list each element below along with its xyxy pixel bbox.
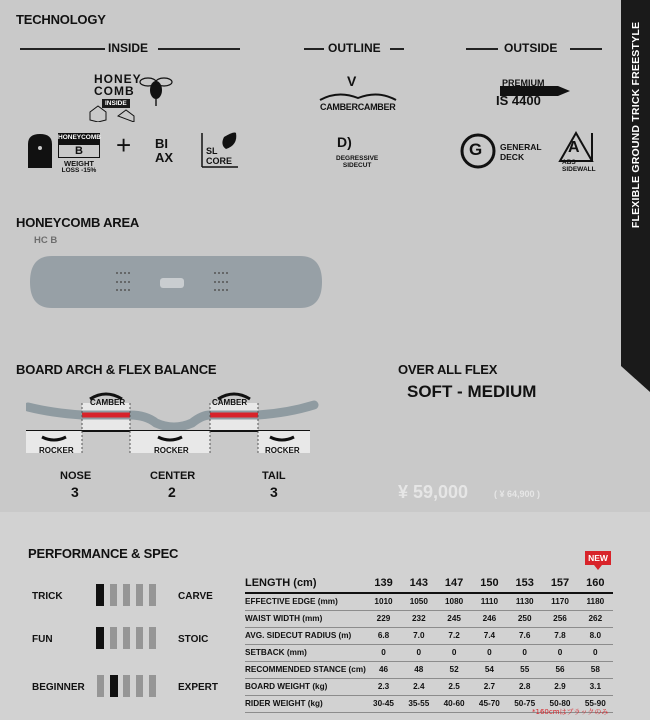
spec-cell: 246 xyxy=(472,610,507,627)
perf-right-carve: CARVE xyxy=(178,591,213,602)
spec-cell: 256 xyxy=(542,610,577,627)
biax-line2: AX xyxy=(155,150,174,165)
spec-row-label: RECOMMENDED STANCE (cm) xyxy=(245,661,366,678)
flex-title: OVER ALL FLEX xyxy=(398,362,498,377)
outline-rule-left xyxy=(304,48,324,50)
spec-length: 160 xyxy=(578,574,613,593)
perf-bar xyxy=(110,627,117,649)
honeycomb-logo-line3: INSIDE xyxy=(102,99,130,108)
biax-logo xyxy=(155,137,173,165)
spec-cell: 245 xyxy=(436,610,471,627)
honeycomb-badge-grade: B xyxy=(58,144,100,158)
spec-cell: 48 xyxy=(401,661,436,678)
spec-cell: 40-60 xyxy=(436,695,471,712)
deck-letter: G xyxy=(469,140,483,159)
outside-label: OUTSIDE xyxy=(504,41,558,55)
new-badge: NEW xyxy=(585,551,611,565)
spec-cell: 7.0 xyxy=(401,627,436,644)
spec-cell: 7.8 xyxy=(542,627,577,644)
spec-cell: 8.0 xyxy=(578,627,613,644)
spec-footnote: *160cmはブラックのみ xyxy=(532,708,609,716)
nose-value: 3 xyxy=(71,484,79,500)
board-shape-icon xyxy=(26,132,54,168)
spec-cell: 58 xyxy=(578,661,613,678)
bee-icon xyxy=(88,70,180,122)
perf-bar xyxy=(136,584,143,606)
spec-cell: 7.2 xyxy=(436,627,471,644)
plus-icon: + xyxy=(116,130,132,160)
spec-row-label: EFFECTIVE EDGE (mm) xyxy=(245,593,366,610)
perf-bar xyxy=(110,584,117,606)
spec-table xyxy=(245,574,613,713)
spec-cell: 0 xyxy=(542,644,577,661)
sidewall-line2: SIDEWALL xyxy=(562,165,596,173)
deck-line2: DECK xyxy=(500,152,525,162)
perf-bar xyxy=(96,584,104,606)
honeycomb-logo-line1: HONEY xyxy=(94,72,142,86)
v-camber-letter: V xyxy=(347,73,357,89)
board-arch-diagram xyxy=(26,385,326,455)
honeycomb-badge xyxy=(58,133,100,174)
spec-row xyxy=(245,593,613,610)
spec-cell: 50-75 xyxy=(507,695,542,712)
perf-bar xyxy=(136,675,143,697)
perf-bar xyxy=(149,627,156,649)
spec-cell: 1050 xyxy=(401,593,436,610)
spec-cell: 2.3 xyxy=(366,678,401,695)
spec-row-label: WAIST WIDTH (mm) xyxy=(245,610,366,627)
spec-cell: 30-45 xyxy=(366,695,401,712)
honeycomb-area-title: HONEYCOMB AREA xyxy=(16,215,140,230)
spec-row-label: SETBACK (mm) xyxy=(245,644,366,661)
slcore-line1: SL xyxy=(206,146,218,156)
inside-label: INSIDE xyxy=(108,41,149,55)
spec-header-row xyxy=(245,574,613,593)
spec-row xyxy=(245,644,613,661)
spec-row xyxy=(245,678,613,695)
perf-left-fun: FUN xyxy=(32,634,53,645)
spec-length: 143 xyxy=(401,574,436,593)
spec-cell: 7.4 xyxy=(472,627,507,644)
outside-rule-right xyxy=(570,48,602,50)
technology-title: TECHNOLOGY xyxy=(16,12,106,27)
spec-length: 157 xyxy=(542,574,577,593)
spec-length: 147 xyxy=(436,574,471,593)
sidewall-label xyxy=(562,160,596,173)
inside-rule-right xyxy=(158,48,240,50)
camber-label-left: CAMBER xyxy=(90,398,126,407)
spec-cell: 1010 xyxy=(366,593,401,610)
spec-length: 139 xyxy=(366,574,401,593)
spec-cell: 6.8 xyxy=(366,627,401,644)
biax-line1: BI xyxy=(155,136,168,151)
spec-length: 153 xyxy=(507,574,542,593)
deck-label xyxy=(500,142,542,162)
sidewall-line1: ABS xyxy=(562,159,576,166)
perf-left-trick: TRICK xyxy=(32,591,63,602)
spec-cell: 250 xyxy=(507,610,542,627)
perf-bar xyxy=(123,675,130,697)
spec-cell: 7.6 xyxy=(507,627,542,644)
spec-cell: 0 xyxy=(436,644,471,661)
perf-right-stoic: STOIC xyxy=(178,634,209,645)
spec-cell: 46 xyxy=(366,661,401,678)
perf-bar xyxy=(123,584,130,606)
perf-right-expert: EXPERT xyxy=(178,682,219,693)
spec-row-label: AVG. SIDECUT RADIUS (m) xyxy=(245,627,366,644)
spec-cell: 55 xyxy=(507,661,542,678)
spec-cell: 0 xyxy=(401,644,436,661)
center-label: CENTER xyxy=(150,470,196,482)
spec-cell: 55-90 xyxy=(578,695,613,712)
center-value: 2 xyxy=(168,484,176,500)
spec-cell: 262 xyxy=(578,610,613,627)
spec-cell: 3.1 xyxy=(578,678,613,695)
spec-cell: 232 xyxy=(401,610,436,627)
honeycomb-logo-line2: COMB xyxy=(94,84,135,98)
spec-cell: 229 xyxy=(366,610,401,627)
spec-cell: 1080 xyxy=(436,593,471,610)
spec-cell: 2.4 xyxy=(401,678,436,695)
perf-bar xyxy=(110,675,118,697)
spec-row-label: BOARD WEIGHT (kg) xyxy=(245,678,366,695)
weight-loss-sub: LOSS -15% xyxy=(61,166,97,174)
perf-bar xyxy=(149,675,156,697)
base-name: IS 4400 xyxy=(496,93,541,108)
outline-label: OUTLINE xyxy=(328,41,381,55)
perf-bar xyxy=(136,627,143,649)
spec-cell: 52 xyxy=(436,661,471,678)
side-band-text: FLEXIBLE GROUND TRICK FREESTYLE xyxy=(630,21,642,229)
spec-header-label: LENGTH (cm) xyxy=(245,574,366,593)
nose-label: NOSE xyxy=(60,470,92,482)
spec-row xyxy=(245,661,613,678)
spec-cell: 56 xyxy=(542,661,577,678)
spec-cell: 35-55 xyxy=(401,695,436,712)
price-tax: ( ¥ 64,900 ) xyxy=(494,489,541,499)
spec-cell: 50-80 xyxy=(542,695,577,712)
degressive-line1: DEGRESSIVE xyxy=(336,155,379,162)
flex-value: SOFT - MEDIUM xyxy=(407,382,537,401)
spec-cell: 2.7 xyxy=(472,678,507,695)
slcore-line2: CORE xyxy=(206,156,233,166)
spec-cell: 1180 xyxy=(578,593,613,610)
spec-cell: 1110 xyxy=(472,593,507,610)
weight-loss-label: WEIGHT xyxy=(64,158,94,168)
outline-rule-right xyxy=(390,48,404,50)
deck-line1: GENERAL xyxy=(500,142,542,152)
spec-row-label: RIDER WEIGHT (kg) xyxy=(245,695,366,712)
new-badge-pointer xyxy=(594,565,602,570)
spec-cell: 0 xyxy=(578,644,613,661)
perf-left-beginner: BEGINNER xyxy=(32,682,85,693)
rocker-label-nose: ROCKER xyxy=(39,446,74,455)
camber-profile-icon xyxy=(318,90,398,102)
honeycomb-inside-logo xyxy=(88,72,178,122)
spec-cell: 1130 xyxy=(507,593,542,610)
slcore-logo xyxy=(206,146,232,166)
spec-cell: 0 xyxy=(472,644,507,661)
degressive-line2: SIDECUT xyxy=(342,161,372,169)
honeycomb-badge-title: HONEYCOMB xyxy=(58,133,100,144)
sidewall-letter: A xyxy=(568,139,580,156)
tail-label: TAIL xyxy=(262,470,286,482)
base-premium: PREMIUM xyxy=(502,78,545,88)
outside-rule-left xyxy=(466,48,498,50)
performance-title: PERFORMANCE & SPEC xyxy=(28,546,179,561)
spec-cell: 1170 xyxy=(542,593,577,610)
spec-length: 150 xyxy=(472,574,507,593)
spec-row xyxy=(245,627,613,644)
inside-rule-left xyxy=(20,48,105,50)
spec-cell: 2.9 xyxy=(542,678,577,695)
perf-bar xyxy=(97,675,104,697)
spec-cell: 54 xyxy=(472,661,507,678)
rocker-label-center: ROCKER xyxy=(154,446,189,455)
rocker-label-tail: ROCKER xyxy=(265,446,300,455)
spec-cell: 45-70 xyxy=(472,695,507,712)
camber-label: CAMBERCAMBER xyxy=(320,102,396,112)
spec-cell: 2.5 xyxy=(436,678,471,695)
honeycomb-area-sub: HC B xyxy=(34,235,58,246)
tail-value: 3 xyxy=(270,484,278,500)
degressive-label xyxy=(336,156,378,169)
camber-label-right: CAMBER xyxy=(212,398,248,407)
perf-bar xyxy=(96,627,104,649)
degressive-mark: D) xyxy=(337,134,352,150)
perf-bar xyxy=(123,627,130,649)
spec-row xyxy=(245,610,613,627)
perf-bar xyxy=(149,584,156,606)
spec-cell: 0 xyxy=(366,644,401,661)
spec-cell: 0 xyxy=(507,644,542,661)
board-top-view xyxy=(28,252,324,312)
price-main: ¥ 59,000 xyxy=(398,482,469,502)
spec-cell: 2.8 xyxy=(507,678,542,695)
board-arch-title: BOARD ARCH & FLEX BALANCE xyxy=(16,362,217,377)
